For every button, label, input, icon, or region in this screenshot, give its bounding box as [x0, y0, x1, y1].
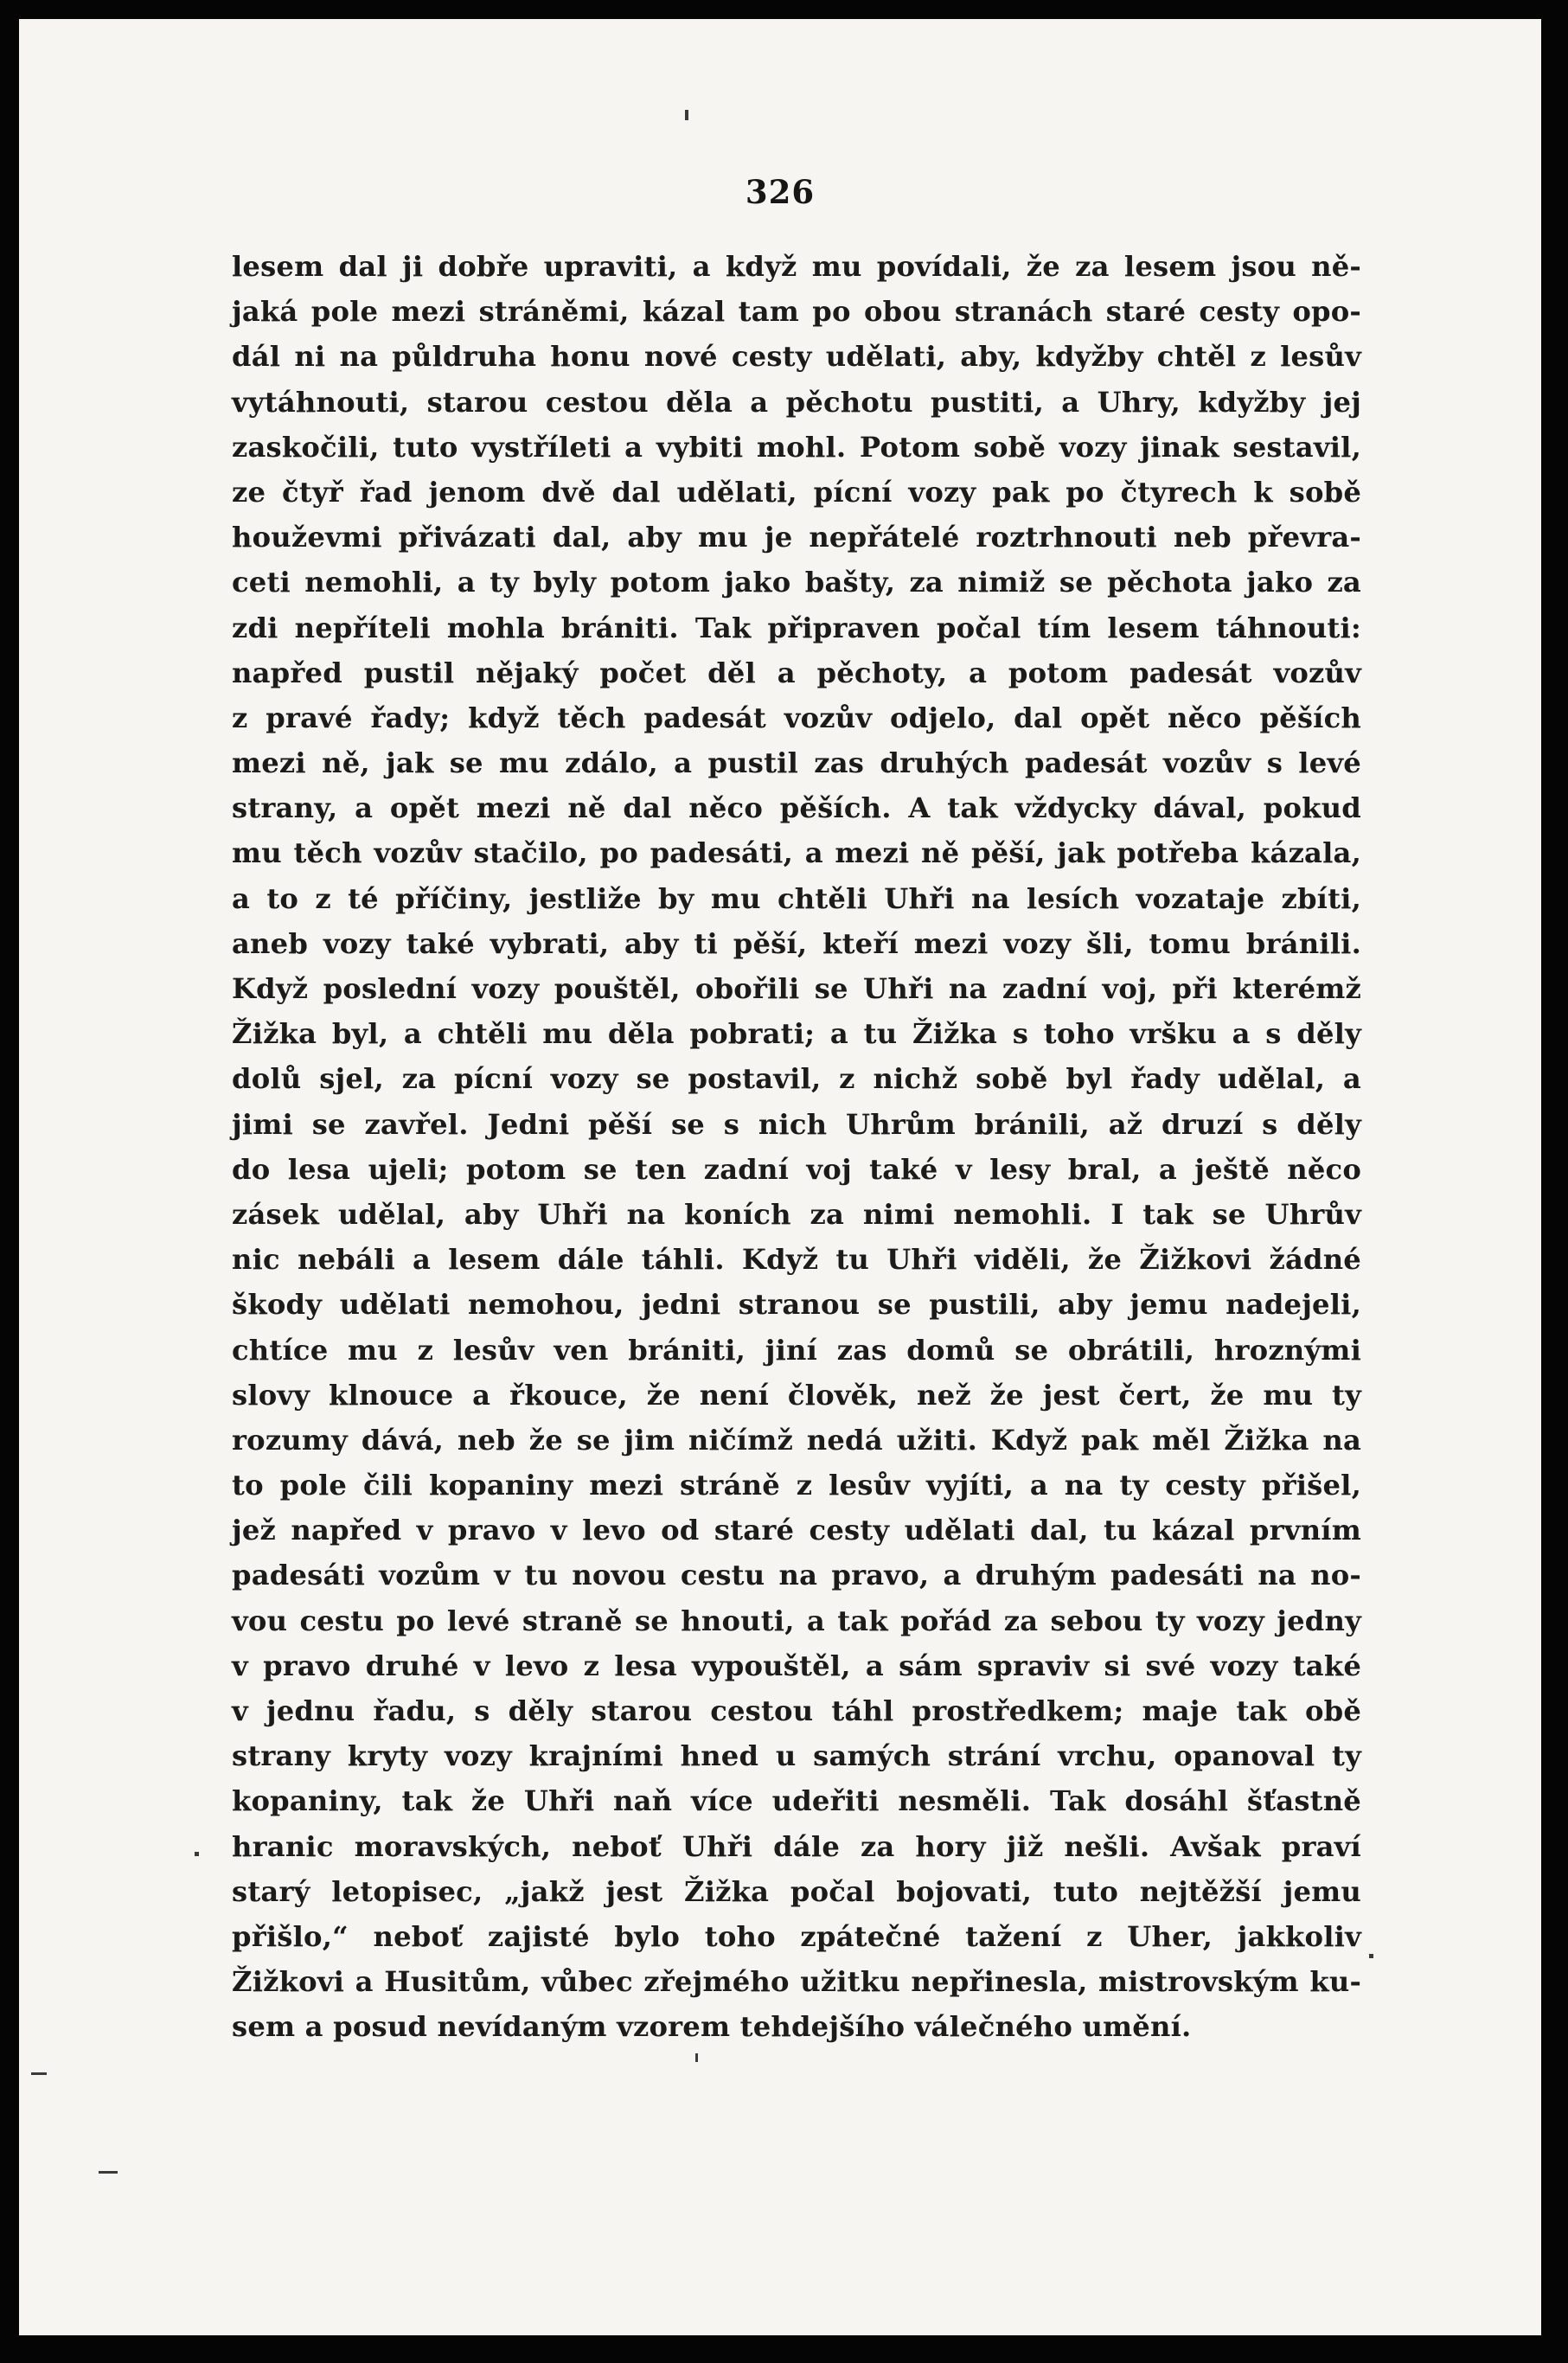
scan-speck	[695, 2053, 698, 2062]
text-line: strany, a opět mezi ně dal něco pěších. A tak vždycky dával, pokud	[232, 791, 1361, 825]
scan-speck	[1369, 1954, 1373, 1958]
text-line: to pole čili kopaniny mezi stráně z lesův vyjíti, a na ty cesty přišel,	[232, 1469, 1361, 1502]
text-line: zásek udělal, aby Uhři na koních za nimi nemohli. I tak se Uhrův	[232, 1197, 1361, 1231]
text-line: zdi nepříteli mohla brániti. Tak připraven počal tím lesem táhnouti:	[232, 611, 1361, 644]
text-line: padesáti vozům v tu novou cestu na pravo, a druhým padesáti na no-	[232, 1559, 1361, 1592]
scan-speck	[685, 110, 688, 120]
text-line: houževmi přivázati dal, aby mu je nepřátelé roztrhnouti neb převra-	[232, 521, 1361, 554]
text-line: chtíce mu z lesův ven brániti, jiní zas domů se obrátili, hroznými	[232, 1333, 1361, 1367]
scan-speck	[195, 1852, 199, 1856]
text-line: kopaniny, tak že Uhři naň více udeřiti nesměli. Tak dosáhl šťastně	[232, 1784, 1361, 1818]
text-line: jaká pole mezi stráněmi, kázal tam po obou stranách staré cesty opo-	[232, 295, 1361, 329]
text-line: dál ni na půldruha honu nové cesty udělati, aby, kdyžby chtěl z lesův	[232, 340, 1361, 374]
text-line: sem a posud nevídaným vzorem tehdejšího válečného umění.	[232, 2010, 1192, 2044]
text-line: jež napřed v pravo v levo od staré cesty udělati dal, tu kázal prvním	[232, 1514, 1361, 1547]
text-line: dolů sjel, za pícní vozy se postavil, z nichž sobě byl řady udělal, a	[232, 1062, 1361, 1096]
text-line: do lesa ujeli; potom se ten zadní voj také v lesy bral, a ještě něco	[232, 1152, 1361, 1186]
text-line: mezi ně, jak se mu zdálo, a pustil zas druhých padesát vozův s levé	[232, 746, 1361, 780]
text-line: starý letopisec, „jakž jest Žižka počal bojovati, tuto nejtěžší jemu	[232, 1874, 1361, 1908]
book-page	[19, 19, 1541, 2335]
text-line: vou cestu po levé straně se hnouti, a tak pořád za sebou ty vozy jedny	[232, 1604, 1361, 1637]
text-line: nic nebáli a lesem dále táhli. Když tu Uhři viděli, že Žižkovi žádné	[232, 1243, 1361, 1277]
scan-speck	[31, 2072, 47, 2075]
text-line: Žižkovi a Husitům, vůbec zřejmého užitku nepřinesla, mistrovským ku-	[232, 1965, 1361, 1999]
text-line: přišlo,“ neboť zajisté bylo toho zpátečné tažení z Uher, jakkoliv	[232, 1919, 1361, 1953]
page-number: 326	[745, 173, 816, 211]
text-line: jimi se zavřel. Jedni pěší se s nich Uhrům bránili, až druzí s děly	[232, 1107, 1361, 1141]
text-line: v jednu řadu, s děly starou cestou táhl prostředkem; maje tak obě	[232, 1694, 1361, 1727]
text-line: rozumy dává, neb že se jim ničímž nedá užiti. Když pak měl Žižka na	[232, 1423, 1361, 1457]
text-line: aneb vozy také vybrati, aby ti pěší, kteří mezi vozy šli, tomu bránili.	[232, 926, 1361, 960]
text-line: Žižka byl, a chtěli mu děla pobrati; a tu Žižka s toho vršku a s děly	[232, 1017, 1361, 1051]
text-line: a to z té příčiny, jestliže by mu chtěli Uhři na lesích vozataje zbíti,	[232, 881, 1361, 915]
text-line: strany kryty vozy krajními hned u samých strání vrchu, opanoval ty	[232, 1739, 1361, 1773]
text-line: slovy klnouce a řkouce, že není člověk, než že jest čert, že mu ty	[232, 1378, 1361, 1412]
text-line: hranic moravských, neboť Uhři dále za hory již nešli. Avšak praví	[232, 1829, 1361, 1863]
text-line: ze čtyř řad jenom dvě dal udělati, pícní vozy pak po čtyrech k sobě	[232, 475, 1361, 509]
text-line: ceti nemohli, a ty byly potom jako bašty, za nimiž se pěchota jako za	[232, 566, 1361, 599]
text-line: napřed pustil nějaký počet děl a pěchoty, a potom padesát vozův	[232, 656, 1361, 689]
scan-speck	[99, 2171, 118, 2174]
text-line: mu těch vozův stačilo, po padesáti, a mezi ně pěší, jak potřeba kázala,	[232, 836, 1361, 870]
text-line: z pravé řady; když těch padesát vozův odjelo, dal opět něco pěších	[232, 701, 1361, 734]
text-line: Když poslední vozy pouštěl, obořili se Uhři na zadní voj, při kterémž	[232, 972, 1361, 1005]
text-line: vytáhnouti, starou cestou děla a pěchotu pustiti, a Uhry, kdyžby jej	[232, 385, 1361, 419]
text-line: škody udělati nemohou, jedni stranou se pustili, aby jemu nadejeli,	[232, 1288, 1361, 1322]
text-line: zaskočili, tuto vystříleti a vybiti mohl. Potom sobě vozy jinak sestavil,	[232, 430, 1361, 464]
text-line: lesem dal ji dobře upraviti, a když mu povídali, že za lesem jsou ně-	[232, 250, 1361, 283]
body-text	[232, 244, 1361, 2050]
text-line: v pravo druhé v levo z lesa vypouštěl, a sám spraviv si své vozy také	[232, 1649, 1361, 1682]
